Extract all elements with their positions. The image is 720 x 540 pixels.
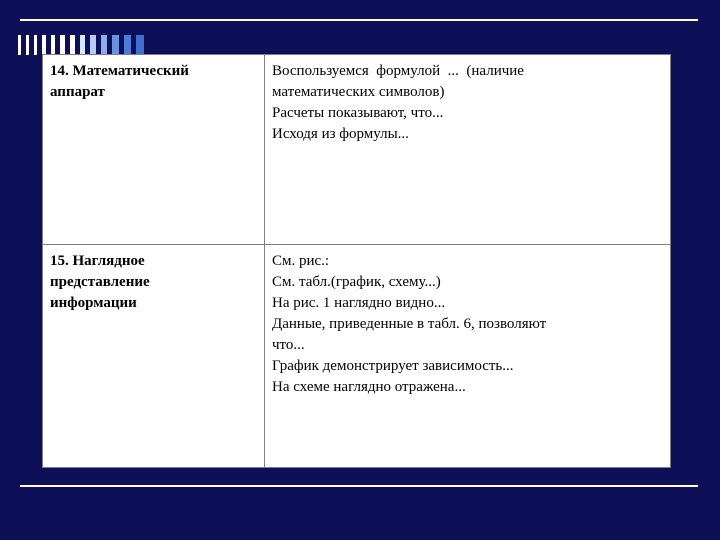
deco-bar xyxy=(51,35,55,55)
content-line: На схеме наглядно отражена... xyxy=(272,378,466,395)
content-line: Исходя из формулы... xyxy=(272,126,409,142)
deco-bar xyxy=(136,35,144,55)
content-line: Воспользуемся формулой ... (наличие xyxy=(272,63,524,79)
deco-bar xyxy=(112,35,119,55)
table-row xyxy=(43,244,671,467)
top-rule xyxy=(20,19,698,21)
content-line: Расчеты показывают, что... xyxy=(272,105,444,121)
row-content xyxy=(265,244,671,467)
content-line: См. табл.(график, схему...) xyxy=(272,273,441,290)
deco-bar xyxy=(34,35,37,55)
content-line: См. рис.: xyxy=(272,252,330,269)
content-line: На рис. 1 наглядно видно... xyxy=(272,294,446,311)
table-row xyxy=(43,55,671,245)
content-line: Данные, приведенные в табл. 6, позволяют xyxy=(272,315,547,332)
content-line: График демонстрирует зависимость... xyxy=(272,357,514,374)
deco-bar xyxy=(70,35,75,55)
deco-bar xyxy=(101,35,107,55)
deco-bar xyxy=(90,35,96,55)
row-label: 15. Наглядное представление информации xyxy=(43,244,265,467)
deco-bar xyxy=(80,35,85,55)
content-line: что... xyxy=(272,336,305,353)
deco-bar xyxy=(26,35,29,55)
deco-bar xyxy=(60,35,65,55)
content-line: математических символов) xyxy=(272,84,445,100)
bottom-rule xyxy=(20,485,698,487)
deco-bar xyxy=(42,35,46,55)
row-content xyxy=(265,55,671,245)
deco-bar xyxy=(124,35,131,55)
deco-bar xyxy=(18,35,21,55)
content-table xyxy=(42,54,671,468)
row-label: 14. Математический аппарат xyxy=(43,55,265,245)
